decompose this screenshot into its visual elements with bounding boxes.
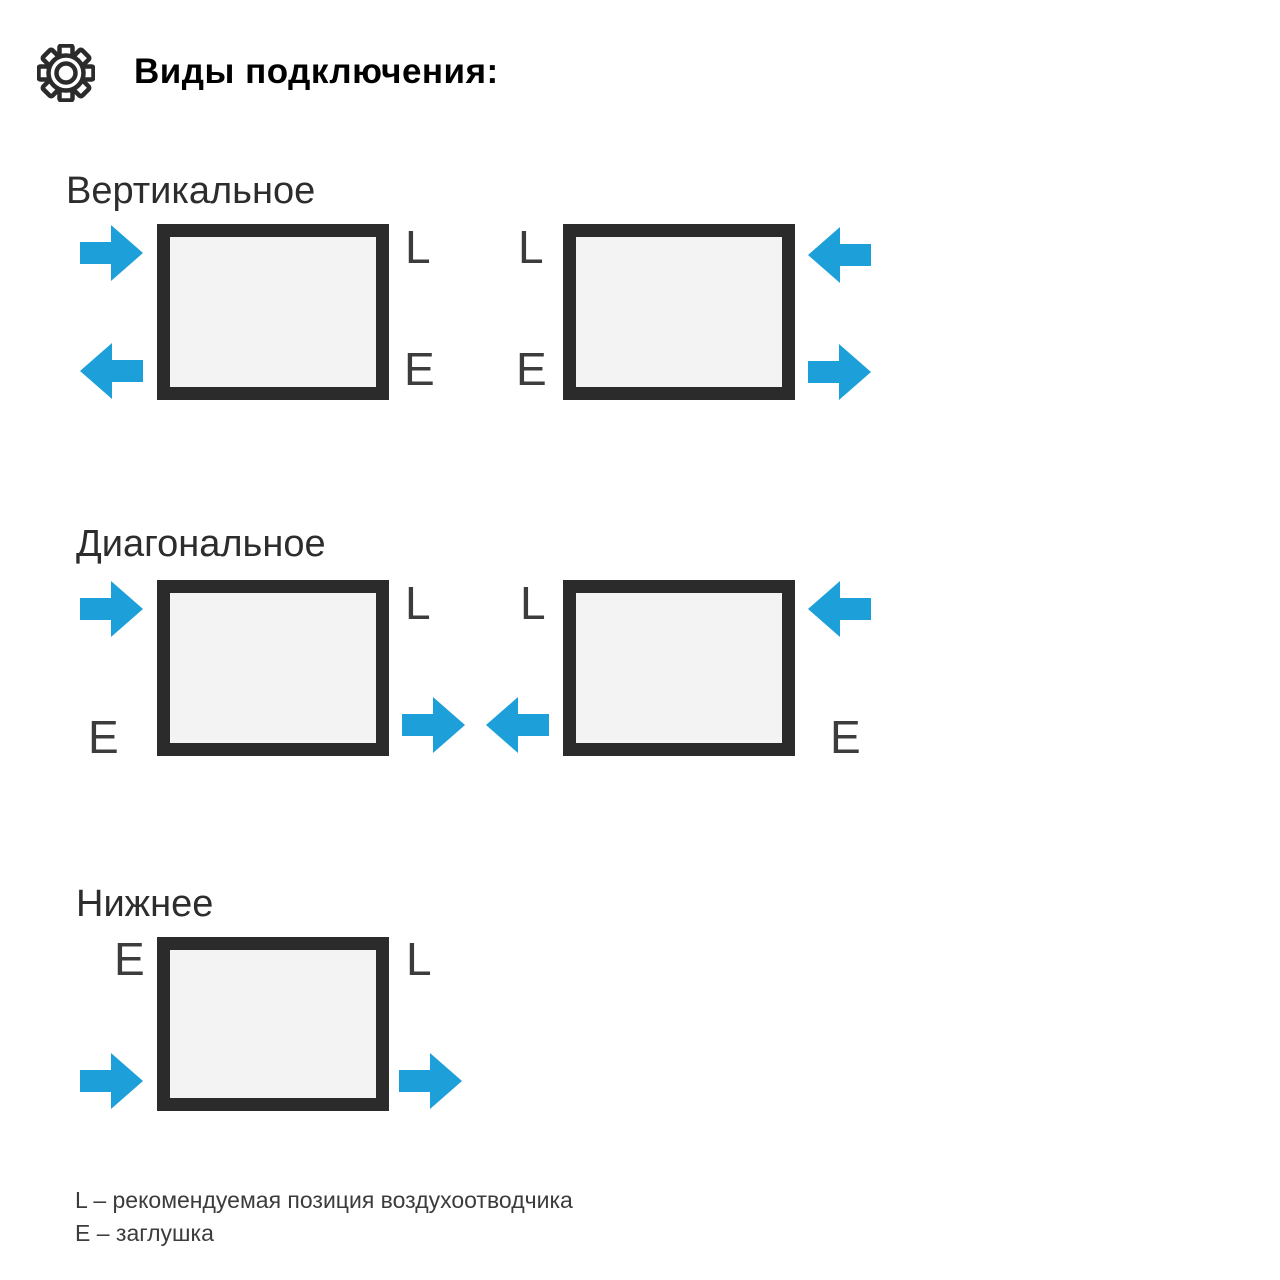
flow-arrow-right-icon bbox=[80, 581, 143, 637]
section-title-vertical: Вертикальное bbox=[66, 170, 316, 212]
section-title-bottom: Нижнее bbox=[76, 883, 214, 925]
port-label-l: L bbox=[405, 577, 431, 629]
flow-arrow-left-icon bbox=[808, 581, 871, 637]
section-title-diagonal: Диагональное bbox=[76, 523, 326, 565]
radiator-box bbox=[563, 224, 795, 400]
flow-arrow-right-icon bbox=[80, 225, 143, 281]
port-label-e: E bbox=[516, 343, 547, 395]
port-label-e: E bbox=[404, 343, 435, 395]
legend-line-l: L – рекомендуемая позиция воздухоотводчика bbox=[75, 1187, 573, 1213]
flow-arrow-right-icon bbox=[808, 344, 871, 400]
flow-arrow-right-icon bbox=[80, 1053, 143, 1109]
port-label-e: E bbox=[114, 933, 145, 985]
port-label-l: L bbox=[405, 221, 431, 273]
port-label-l: L bbox=[518, 221, 544, 273]
flow-arrow-right-icon bbox=[399, 1053, 462, 1109]
legend bbox=[75, 1184, 573, 1250]
flow-arrow-right-icon bbox=[402, 697, 465, 753]
port-label-l: L bbox=[520, 577, 546, 629]
radiator-box bbox=[157, 224, 389, 400]
port-label-l: L bbox=[406, 933, 432, 985]
flow-arrow-left-icon bbox=[80, 343, 143, 399]
radiator-box bbox=[157, 580, 389, 756]
flow-arrow-left-icon bbox=[486, 697, 549, 753]
radiator-box bbox=[157, 937, 389, 1111]
page-title: Виды подключения: bbox=[134, 52, 499, 91]
legend-line-e: E – заглушка bbox=[75, 1220, 214, 1246]
port-label-e: E bbox=[830, 711, 861, 763]
gear-icon bbox=[37, 44, 95, 102]
flow-arrow-left-icon bbox=[808, 227, 871, 283]
port-label-e: E bbox=[88, 711, 119, 763]
radiator-box bbox=[563, 580, 795, 756]
